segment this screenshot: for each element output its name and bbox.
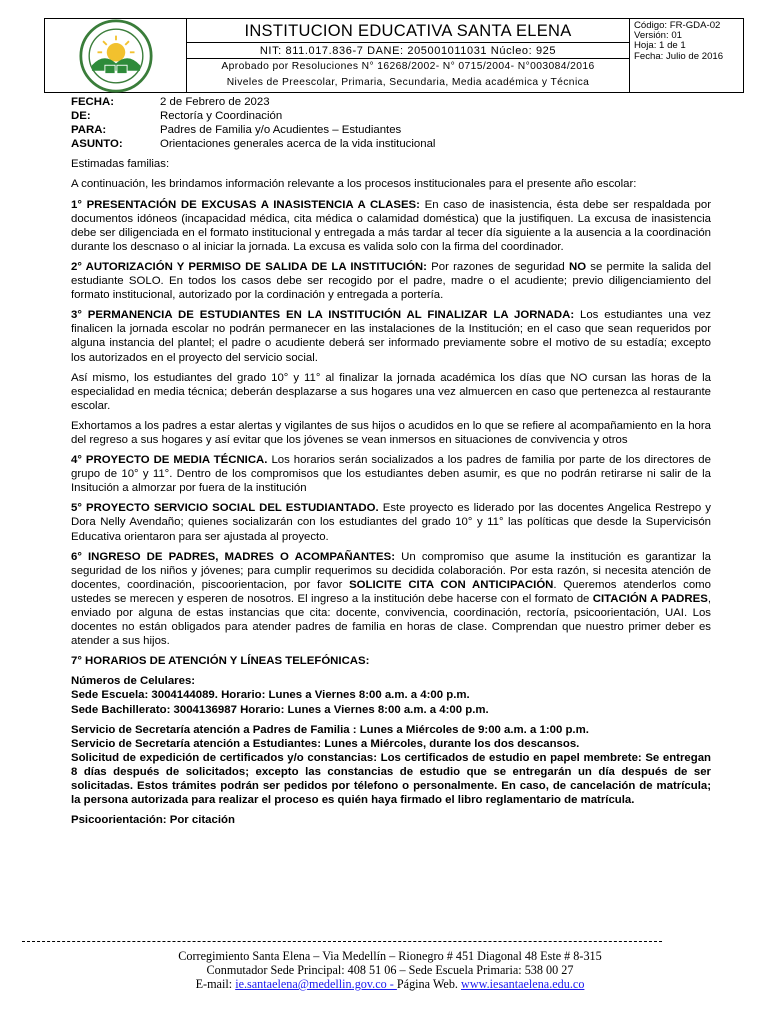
section-2-title: 2° AUTORIZACIÓN Y PERMISO DE SALIDA DE LA INSTITUCIÓN:: [71, 260, 427, 273]
psicoorientacion: Psicoorientación: Por citación: [71, 814, 235, 827]
cel-title: Números de Celulares:: [71, 675, 196, 688]
para-label: PARA:: [71, 124, 107, 137]
meta-de: [71, 109, 711, 123]
solicitud-certificados: Solicitud de expedición de certificados y/o constancias: Los certificados de estudio en papel membrete: Se entregan 8 días después de solicitados; excepto las constancias de estudio que se entregarán un día después de ser solicitadas. Estos trámites podrán ser pedidos por télefono o personalmente. En caso, de cancelación de matrícula; la persona autorizada para realizar el proceso es quién haya firmado el libro reglamentario de matrícula.: [71, 751, 711, 807]
section-3: [71, 308, 711, 364]
section-2-text-b: se permite la salida del estudiante SOLO. En todos los casos debe ser recogido por el padre, madre o el acudiente; previo diligenciamiento del formato institucional, autorizado por la cordinación y entregada a portería.: [71, 260, 711, 302]
doc-page: Hoja: 1 de 1: [634, 40, 686, 52]
email-link[interactable]: ie.santaelena@medellin.gov.co -: [235, 977, 397, 991]
footer-divider: [22, 941, 662, 942]
section-4: [71, 453, 711, 495]
section-6-text-c: , enviado por alguna de estas instancias que cita: docente, convivencia, coordinación, rectoría, psicoorientación, UAI. Los docentes no están obligados para atender padres de familia en horas de clase. Comprendan que nuestro primer deber es atender a sus hijos.: [71, 592, 711, 648]
intro: A continuación, les brindamos información relevante a los procesos institucionales para el presente año escolar:: [71, 178, 637, 191]
footer-contact: [110, 977, 670, 991]
asunto-label: ASUNTO:: [71, 138, 123, 151]
institution-name: INSTITUCION EDUCATIVA SANTA ELENA: [187, 19, 629, 43]
greeting: Estimadas familias:: [71, 158, 170, 171]
section-6: [71, 550, 711, 649]
section-6-text-a: Un compromiso que asume la institución es garantizar la seguridad de los niños y jóvenes; para cumplir requerimos su decidida colaboración. Por esta razón, si necesita atención de docentes, coordinación, piscoorientacion, por favor: [71, 550, 711, 591]
school-logo: [79, 19, 153, 93]
letter-body: [71, 95, 711, 827]
document-header: [44, 18, 744, 93]
section-4-title: 4° PROYECTO DE MEDIA TÉCNICA.: [71, 454, 268, 467]
section-2: [71, 260, 711, 302]
section-3-title: 3° PERMANENCIA DE ESTUDIANTES EN LA INSTITUCIÓN AL FINALIZAR LA JORNADA:: [71, 309, 575, 322]
section-6-title: 6° INGRESO DE PADRES, MADRES O ACOMPAÑANTES:: [71, 550, 395, 563]
web-label: Página Web.: [396, 977, 462, 991]
header-info: [187, 19, 630, 92]
de-value: Rectoría y Coordinación: [160, 110, 283, 123]
meta-fecha: [71, 95, 711, 109]
sede-escuela: Sede Escuela: 3004144089. Horario: Lunes a Viernes 8:00 a.m. a 4:00 p.m.: [71, 689, 470, 702]
section-5-text: Este proyecto es liderado por las docentes Angelica Restrepo y Dora Nelly Avendaño; quienes socializarán con los estudiantes del grado 10° y 11° las políticas que desde la Supervicisón Educativa orientaron para ser ajustada al proyecto.: [71, 502, 711, 543]
footer-address: Corregimiento Santa Elena – Via Medellín – Rionegro # 451 Diagonal 48 Este # 8-315: [178, 949, 602, 963]
section-2-no: NO: [568, 260, 587, 273]
section-7-title: 7° HORARIOS DE ATENCIÓN Y LÍNEAS TELEFÓNICAS:: [71, 655, 370, 668]
section-3-paragraph-3: Exhortamos a los padres a estar alertas y vigilantes de sus hijos o acudidos en lo que se refiere al acompañamiento en la hora del regreso a sus hogares y así evitar que los jóvenes se vean inmersos en situaciones de convivencia y otros: [71, 419, 711, 446]
para-value: Padres de Familia y/o Acudientes – Estudiantes: [160, 124, 402, 137]
section-5: [71, 501, 711, 543]
section-1-text: En caso de inasistencia, ésta debe ser respaldada por documentos idóneos (incapacidad médica, cita médica o calamidad doméstica) que la justifiquen. La excusa de inasistencia debe ser diligenciada en el formato institucional y entregada a más tardar al tecer día siguiente a la ausencia a la coordinación durante los descnaso o al iniciar la jornada. La excusa es valida solo con la firma del coordinador.: [71, 198, 711, 253]
section-4-text: Los horarios serán socializados a los padres de familia por parte de los directores de grupo de 10° y 11°. Dentro de los compromisos que los estudiantes deben asumir, es que no podrán retirarse ni salir de la Insitución a almorzar por fuera de la institución: [71, 454, 711, 495]
section-6-formato: CITACIÓN A PADRES: [592, 592, 708, 605]
section-5-title: 5° PROYECTO SERVICIO SOCIAL DEL ESTUDIANTADO.: [71, 502, 379, 515]
fecha-value: 2 de Febrero de 2023: [160, 96, 270, 108]
section-3-text: Los estudiantes una vez finalicen la jornada escolar no podrán permanecer en las instalaciones de la Institución; en el caso que sean requeridos por alguna instancia del plantel; el padre o acudiente deberá ser informado previamente sobre el motivo de su estadía; excepto los autorizados en el proyecto del servicio social.: [71, 309, 712, 364]
doc-code: Código: FR-GDA-02: [634, 20, 721, 31]
asunto-value: Orientaciones generales acerca de la vida institucional: [160, 138, 436, 151]
doc-date: Fecha: Julio de 2016: [634, 50, 724, 62]
footer: [110, 949, 670, 991]
secretaria-padres: Servicio de Secretaría atención a Padres de Familia : Lunes a Miércoles de 9:00 a.m. a 1:00 p.m.: [71, 723, 589, 736]
doc-version: Versión: 01: [634, 30, 683, 42]
section-6-cita: SOLICITE CITA CON ANTICIPACIÓN: [349, 578, 554, 591]
meta-asunto: [71, 137, 711, 151]
fecha-label: FECHA:: [71, 96, 115, 108]
section-3-paragraph-2: Así mismo, los estudiantes del grado 10° y 11° al finalizar la jornada académica los días que NO cursan las horas de la especialidad en media técnica; deberán desplazarse a sus hogares una vez almuercen en caso que pertenezca al restaurante escolar.: [71, 371, 711, 412]
section-1-title: 1° PRESENTACIÓN DE EXCUSAS A INASISTENCIA A CLASES:: [71, 198, 420, 211]
logo-cell: [45, 19, 187, 92]
nit-line: NIT: 811.017.836-7 DANE: 205001011031 Núcleo: 925: [187, 43, 629, 59]
sede-bachillerato: Sede Bachillerato: 3004136987 Horario: Lunes a Viernes 8:00 a.m. a 4:00 p.m.: [71, 703, 489, 716]
document-control: [630, 19, 743, 92]
section-6-text-b: . Queremos atenderlos como ustedes se merecen y esperen de nosotros. El ingreso a la institución debe hacerse con el formato de: [71, 578, 712, 605]
secretaria-estudiantes: Servicio de Secretaría atención a Estudiantes: Lunes a Miércoles, durante los dos descansos.: [71, 737, 580, 750]
email-label: E-mail:: [195, 977, 236, 991]
de-label: DE:: [71, 110, 91, 123]
meta-para: [71, 123, 711, 137]
section-1: [71, 198, 711, 254]
website-link[interactable]: www.iesantaelena.edu.co: [461, 977, 585, 991]
resolutions-line: Aprobado por Resoluciones N° 16268/2002- N° 0715/2004- N°003084/2016: [221, 61, 595, 72]
section-2-text-a: Por razones de seguridad: [426, 260, 569, 273]
levels-line: Niveles de Preescolar, Primaria, Secundaria, Media académica y Técnica: [226, 77, 590, 88]
footer-phones: Conmutador Sede Principal: 408 51 06 – Sede Escuela Primaria: 538 00 27: [206, 963, 574, 977]
